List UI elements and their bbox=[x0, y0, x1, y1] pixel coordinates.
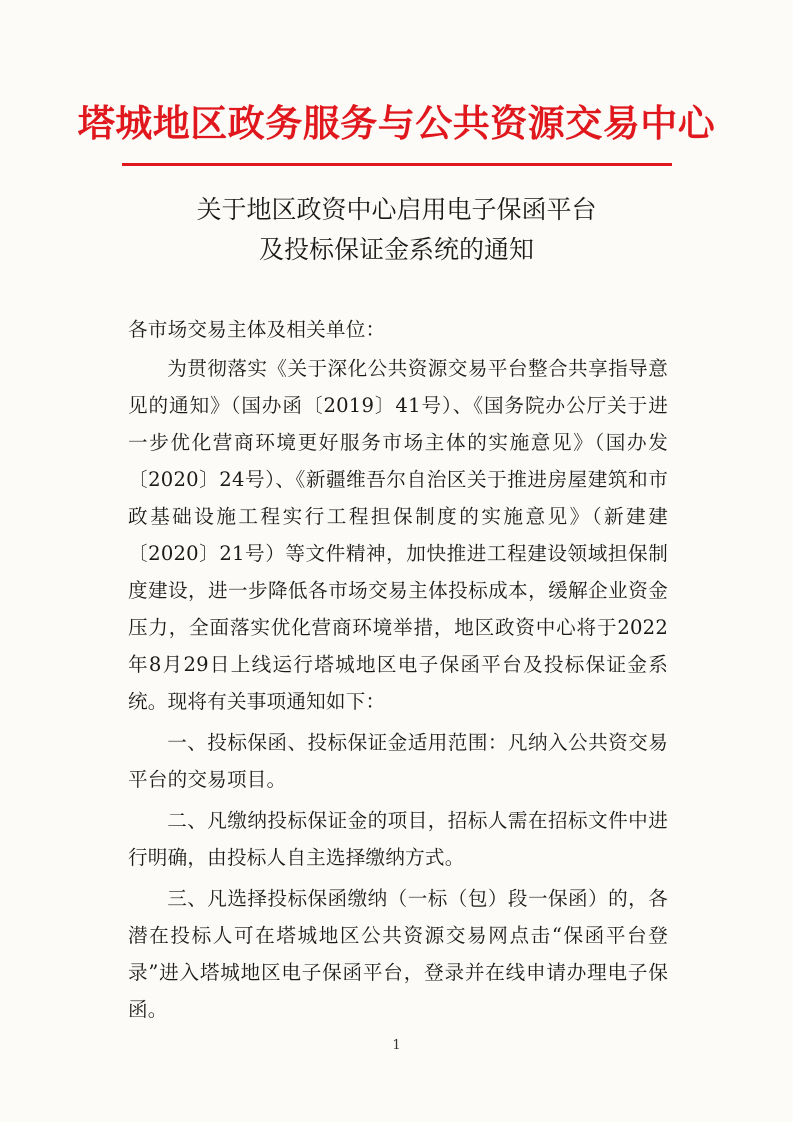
notice-title bbox=[0, 190, 793, 270]
intro-paragraph: 为贯彻落实《关于深化公共资源交易平台整合共享指导意见的通知》（国办函〔2019〕41号）、《国务院办公厅关于进一步优化营商环境更好服务市场主体的实施意见》（国办发〔2020〕24号）、《新疆维吾尔自治区关于推进房屋建筑和市政基础设施工程实行工程担保制度的实施意见》（新建建〔2020〕21号）等文件精神，加快推进工程建设领域担保制度建设，进一步降低各市场交易主体投标成本，缓解企业资金压力，全面落实优化营商环境举措，地区政资中心将于2022年8月29日上线运行塔城地区电子保函平台及投标保证金系统。现将有关事项通知如下： bbox=[128, 357, 668, 713]
notice-body bbox=[128, 311, 668, 1032]
header-red-rule bbox=[122, 163, 672, 166]
organization-header: 塔城地区政务服务与公共资源交易中心 bbox=[77, 102, 716, 145]
salutation: 各市场交易主体及相关单位： bbox=[128, 318, 386, 341]
item-1-paragraph: 一、投标保函、投标保证金适用范围：凡纳入公共资交易平台的交易项目。 bbox=[128, 731, 668, 791]
notice-title-line-1: 关于地区政资中心启用电子保函平台 bbox=[196, 195, 597, 224]
item-3-paragraph: 三、凡选择投标保函缴纳（一标（包）段一保函）的，各潜在投标人可在塔城地区公共资源交易网点击“保函平台登录”进入塔城地区电子保函平台，登录并在线申请办理电子保函。 bbox=[128, 887, 668, 1021]
page-number: 1 bbox=[392, 1038, 401, 1053]
item-2-paragraph: 二、凡缴纳投标保证金的项目，招标人需在招标文件中进行明确，由投标人自主选择缴纳方式。 bbox=[128, 809, 668, 869]
notice-title-line-2: 及投标保证金系统的通知 bbox=[258, 235, 534, 264]
